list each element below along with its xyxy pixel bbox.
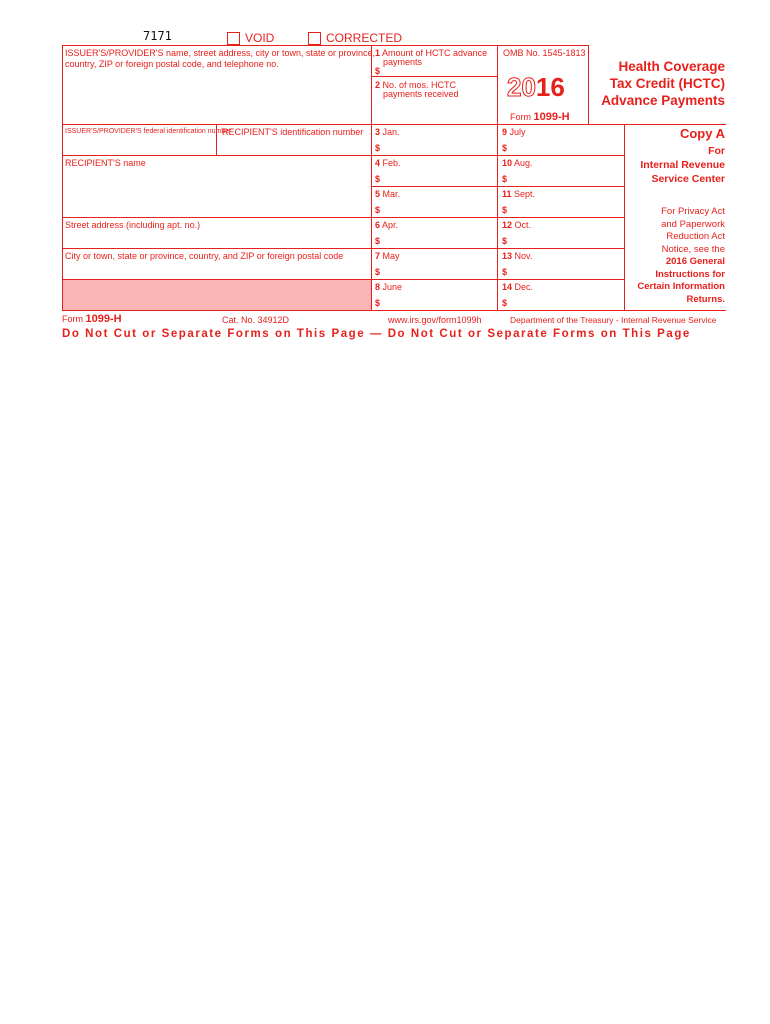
do-not-cut-notice: Do Not Cut or Separate Forms on This Page — Do Not Cut or Separate Forms on This Page	[62, 328, 691, 340]
box8-number: 8	[375, 282, 381, 292]
street-label: Street address (including apt. no.)	[65, 220, 201, 230]
title-line2: Tax Credit (HCTC)	[609, 76, 725, 91]
month-row-line-3	[371, 217, 624, 218]
col-divider-1	[371, 45, 372, 310]
privacy-line8: Returns.	[686, 293, 725, 305]
city-label: City or town, state or province, country, and ZIP or foreign postal code	[65, 251, 344, 261]
box13-number: 13	[502, 251, 513, 261]
issuer-fid-input[interactable]	[63, 137, 215, 154]
box14-dollar: $	[502, 298, 508, 308]
street-bottom-line	[62, 248, 371, 249]
box1-number: 1	[375, 48, 381, 58]
void-checkbox[interactable]	[227, 32, 240, 45]
box2-number: 2	[375, 80, 381, 90]
box7-month: May	[382, 251, 400, 261]
box14-input[interactable]	[511, 295, 621, 309]
void-label: VOID	[245, 31, 275, 45]
month-row-line-4	[371, 248, 624, 249]
box10-month: Aug.	[514, 158, 533, 168]
box4-dollar: $	[375, 174, 381, 184]
box5-month: Mar.	[382, 189, 401, 199]
copy-for-line: For	[708, 145, 725, 157]
box11-input[interactable]	[511, 202, 621, 216]
copy-irs-line2: Service Center	[651, 173, 725, 185]
box7-number: 7	[375, 251, 381, 261]
box6-month: Apr.	[382, 220, 399, 230]
box8-dollar: $	[375, 298, 381, 308]
box6-number: 6	[375, 220, 381, 230]
form-bottom-border	[62, 310, 726, 311]
issuer-label-line2: country, ZIP or foreign postal code, and telephone no.	[65, 59, 279, 69]
box2-label-line2: payments received	[383, 89, 459, 99]
name-bottom-line	[62, 217, 371, 218]
footer-form-label	[62, 313, 122, 325]
month-row-line-5	[371, 279, 624, 280]
box3-dollar: $	[375, 143, 381, 153]
recipient-name-label: RECIPIENT'S name	[65, 158, 146, 168]
privacy-notice	[626, 206, 725, 306]
box7-input[interactable]	[384, 264, 494, 278]
privacy-line7: Certain Information	[637, 281, 725, 292]
title-line1: Health Coverage	[618, 59, 725, 74]
box11-dollar: $	[502, 205, 508, 215]
box8-label	[375, 282, 402, 292]
box5-dollar: $	[375, 205, 381, 215]
footer-cat-number: Cat. No. 34912D	[222, 315, 290, 325]
box3-number: 3	[375, 127, 381, 137]
box13-dollar: $	[502, 267, 508, 277]
box13-input[interactable]	[511, 264, 621, 278]
box1-dollar: $	[375, 66, 381, 76]
box7-dollar: $	[375, 267, 381, 277]
box5-label	[375, 189, 400, 199]
form-code: 7171	[143, 29, 172, 43]
box14-number: 14	[502, 282, 513, 292]
city-input[interactable]	[63, 262, 370, 278]
form-prefix-top: Form	[510, 112, 531, 122]
recipient-id-input[interactable]	[217, 137, 370, 154]
tax-year	[507, 74, 565, 100]
box9-month: July	[509, 127, 526, 137]
box6-label	[375, 220, 398, 230]
box9-label	[502, 127, 526, 137]
tax-year-bold: 16	[535, 72, 565, 102]
corrected-label: CORRECTED	[326, 31, 403, 45]
recipient-id-label: RECIPIENT'S identification number	[222, 127, 364, 137]
issuer-fid-label: ISSUER'S/PROVIDER'S federal identification number	[65, 128, 232, 135]
box10-number: 10	[502, 158, 513, 168]
privacy-line3: Reduction Act	[666, 231, 725, 242]
footer-url: www.irs.gov/form1099h	[388, 315, 482, 325]
tax-year-outline: 20	[507, 72, 536, 102]
footer-form-prefix: Form	[62, 314, 83, 324]
issuer-input[interactable]	[63, 70, 370, 123]
month-row-line-2	[371, 186, 624, 187]
box12-month: Oct.	[514, 220, 532, 230]
box8-input[interactable]	[384, 295, 494, 309]
box6-dollar: $	[375, 236, 381, 246]
box6-input[interactable]	[384, 233, 494, 247]
box12-number: 12	[502, 220, 513, 230]
copy-a-for	[626, 144, 725, 186]
title-line3: Advance Payments	[601, 93, 725, 108]
col-divider-2	[497, 45, 498, 310]
box11-label	[502, 189, 535, 199]
month-row-line-1	[371, 155, 624, 156]
box5-input[interactable]	[384, 202, 494, 216]
privacy-line1: For Privacy Act	[661, 206, 725, 217]
omb-number: OMB No. 1545-1813	[503, 48, 586, 58]
box4-input[interactable]	[384, 171, 494, 185]
street-input[interactable]	[63, 231, 370, 247]
box10-input[interactable]	[511, 171, 621, 185]
privacy-line6: Instructions for	[655, 268, 725, 280]
box3-input[interactable]	[384, 140, 494, 154]
corrected-checkbox[interactable]	[308, 32, 321, 45]
box1-label-line2: payments	[383, 57, 423, 67]
box4-number: 4	[375, 158, 381, 168]
box13-label	[502, 251, 532, 261]
privacy-line5: 2016 General	[665, 256, 725, 267]
box9-dollar: $	[502, 143, 508, 153]
box12-label	[502, 220, 531, 230]
form-name-top: 1099-H	[533, 111, 570, 123]
col-divider-3	[588, 45, 589, 124]
box2-label-line1: No. of mos. HCTC	[382, 80, 457, 90]
issuer-label-line1: ISSUER'S/PROVIDER'S name, street address, city or town, state or province,	[65, 48, 376, 58]
copy-irs-line1: Internal Revenue	[640, 159, 725, 171]
box10-label	[502, 158, 533, 168]
form-title	[590, 58, 725, 109]
box1-bottom-line	[371, 76, 497, 77]
box7-label	[375, 251, 400, 261]
box11-month: Sept.	[514, 189, 536, 199]
box14-label	[502, 282, 533, 292]
privacy-line2: and Paperwork	[661, 218, 725, 230]
box12-input[interactable]	[511, 233, 621, 247]
issuer-bottom-line	[62, 124, 726, 125]
privacy-line4: Notice, see the	[661, 243, 725, 255]
recipient-name-input[interactable]	[63, 169, 370, 216]
box1-label-line1: Amount of HCTC advance	[382, 48, 488, 58]
box4-month: Feb.	[382, 158, 401, 168]
copy-a-title: Copy A	[679, 126, 725, 141]
box9-number: 9	[502, 127, 508, 137]
form-top-border	[62, 45, 588, 46]
box3-month: Jan.	[382, 127, 400, 137]
id-bottom-line	[62, 155, 371, 156]
box12-dollar: $	[502, 236, 508, 246]
box3-label	[375, 127, 400, 137]
box8-month: June	[382, 282, 403, 292]
box11-number: 11	[502, 189, 512, 199]
box14-month: Dec.	[514, 282, 534, 292]
box5-number: 5	[375, 189, 381, 199]
box13-month: Nov.	[514, 251, 533, 261]
footer-department: Department of the Treasury - Internal Revenue Service	[510, 315, 717, 325]
box9-input[interactable]	[511, 140, 621, 154]
footer-form-name: 1099-H	[85, 313, 122, 325]
box2-input[interactable]	[375, 101, 495, 121]
form-label-top	[510, 111, 570, 123]
col-divider-4	[624, 124, 625, 310]
box4-label	[375, 158, 401, 168]
shaded-box	[63, 280, 371, 310]
box1-input[interactable]	[384, 64, 494, 75]
box10-dollar: $	[502, 174, 508, 184]
